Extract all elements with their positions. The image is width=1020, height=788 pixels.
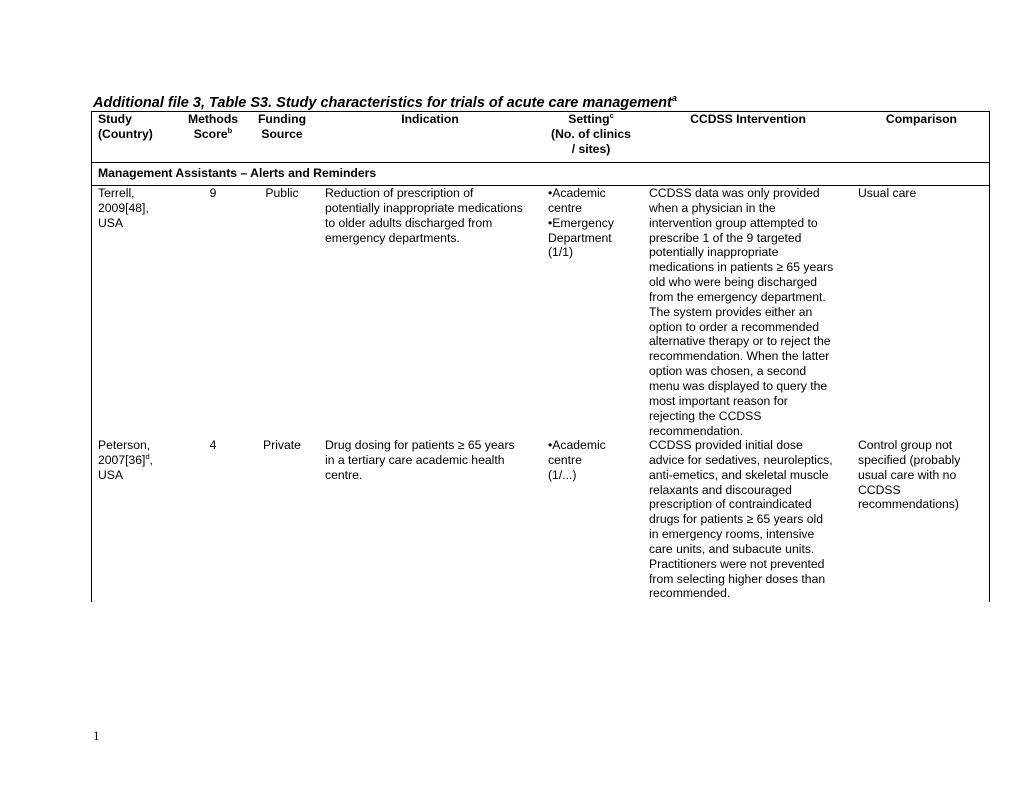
- row1-comparison: Usual care: [858, 186, 917, 200]
- header-comparison: Comparison: [885, 112, 957, 126]
- row2-funding: Private: [263, 438, 301, 452]
- row1-setting: •Academic centre •Emergency Department (1/1): [548, 186, 614, 260]
- row2-study: Peterson, $2007[36]^d$, USA: [98, 438, 154, 482]
- title-footnote-mark: a: [671, 93, 677, 103]
- header-funding: Funding Source: [257, 112, 307, 141]
- section-heading: Management Assistants – Alerts and Reminders: [98, 166, 377, 180]
- header-setting: Setting$^c$ (No. of clinics / sites): [551, 110, 631, 156]
- row2-intervention: CCDSS provided initial dose advice for sedatives, neuroleptics, anti-emetics, and skeletal muscle relaxants and discouraged prescription of contraindicated drugs for patients ≥ 65 years old in emergency rooms, intensive care units, and subacute units. Practitioners were not prevented from selecting higher doses than recommended.: [649, 438, 833, 601]
- row1-score: 9: [209, 186, 217, 200]
- row2-indication: Drug dosing for patients ≥ 65 years in a tertiary care academic health centre.: [325, 438, 515, 482]
- row1-study: Terrell, 2009[48], USA: [98, 186, 149, 230]
- row2-score: 4: [209, 438, 217, 452]
- page-number: 1: [93, 728, 100, 743]
- header-intervention: CCDSS Intervention: [690, 112, 806, 126]
- header-divider: [92, 162, 989, 163]
- row1-intervention: CCDSS data was only provided when a physician in the intervention group attempted to prescribe 1 of the 9 targeted potentially inappropriate medications in patients ≥ 65 years old who were being discharged from the emergency department. The system provides either an option to order a recommended alternative therapy or to reject the recommendation. When the latter option was chosen, a second menu was displayed to query the most important reason for rejecting the CCDSS recommendation.: [649, 186, 834, 438]
- header-methods: Methods Score$^b$: [187, 112, 239, 141]
- header-indication: Indication: [401, 112, 459, 126]
- row1-funding: Public: [265, 186, 299, 200]
- row2-comparison: Control group not specified (probably usual care with no CCDSS recommendations): [858, 438, 961, 512]
- row2-setting: •Academic centre (1/...): [548, 438, 606, 482]
- header-study: Study (Country): [98, 112, 153, 141]
- row1-indication: Reduction of prescription of potentially inappropriate medications to older adults discharged from emergency departments.: [325, 186, 523, 245]
- table-title-text: Additional file 3, Table S3. Study characteristics for trials of acute care management: [93, 94, 672, 111]
- table-title: [93, 93, 677, 111]
- study-table: [91, 111, 990, 602]
